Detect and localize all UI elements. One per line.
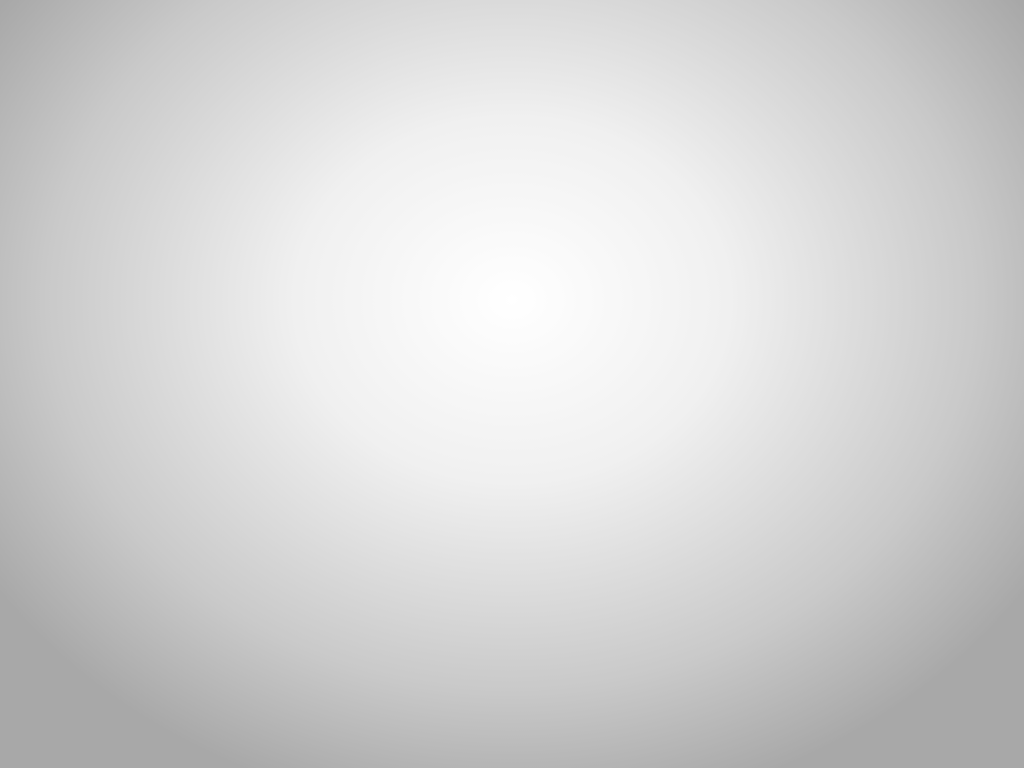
figure-background xyxy=(270,180,760,690)
binary-pulsar-figure xyxy=(270,180,760,690)
